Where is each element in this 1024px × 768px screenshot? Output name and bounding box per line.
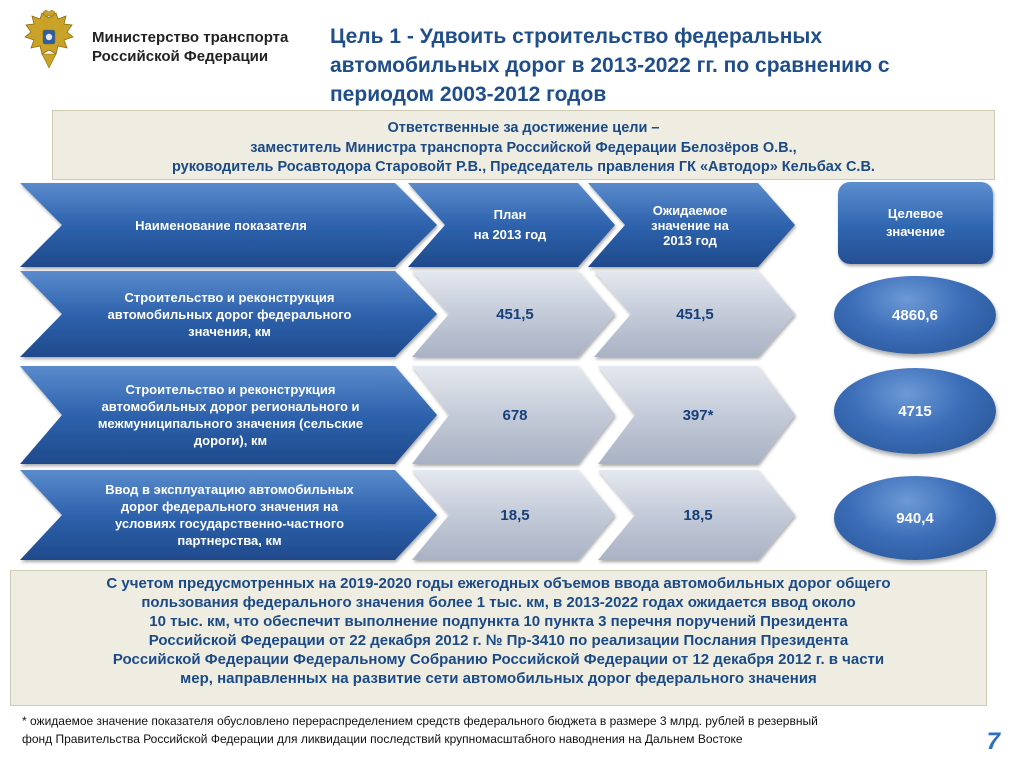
row-name-line: Строительство и реконструкция <box>125 382 336 397</box>
row2-target-value: 4715 <box>898 402 932 420</box>
row3-plan-value: 18,5 <box>500 506 530 524</box>
summary-box <box>10 570 987 706</box>
row1-plan-value: 451,5 <box>496 305 534 323</box>
header-plan <box>440 183 580 267</box>
row-name-line: условиях государственно-частного <box>114 516 345 531</box>
row-name-line: дорог федерального значения на <box>120 499 339 514</box>
row3-target-oval <box>834 476 996 560</box>
responsible-line: руководитель Росавтодора Старовойт Р.В., Председатель правления ГК «Автодор» Кельбах С.В. <box>172 159 875 175</box>
responsible-line: Ответственные за достижение цели – <box>387 120 660 136</box>
row2-expected <box>628 366 768 464</box>
header-expected <box>620 183 760 267</box>
row2-target-oval <box>834 368 996 454</box>
header-target <box>838 182 993 264</box>
ministry-line: Российской Федерации <box>92 48 269 65</box>
row1-plan <box>445 271 585 357</box>
row1-target-oval <box>834 276 996 354</box>
header-target-label: Целевое <box>887 206 944 221</box>
title-line: автомобильных дорог в 2013-2022 гг. по сравнению с <box>330 54 890 77</box>
row1-name <box>62 271 397 357</box>
row-name-line: партнерства, км <box>177 533 282 548</box>
row-name-line: значения, км <box>188 323 271 339</box>
header-target-label: значение <box>885 224 946 239</box>
summary-line: мер, направленных на развитие сети автомобильных дорог федерального значения <box>180 670 817 687</box>
row3-name <box>62 470 397 560</box>
row1-target-value: 4860,6 <box>892 306 938 324</box>
summary-line: Российской Федерации Федеральному Собранию Российской Федерации от 12 декабря 2012 г. в части <box>112 651 885 668</box>
row-name-line: автомобильных дорог федерального <box>107 306 352 322</box>
row2-plan-value: 678 <box>502 406 528 424</box>
row2-plan <box>445 366 585 464</box>
summary-line: пользования федерального значения более 1 тыс. км, в 2013-2022 годах ожидается ввод около <box>141 594 856 611</box>
title-line: периодом 2003-2012 годов <box>330 83 607 106</box>
header-indicator <box>62 183 380 267</box>
row3-plan <box>445 470 585 560</box>
title-line: Цель 1 - Удвоить строительство федеральных <box>330 25 823 48</box>
header-plan-label: План <box>493 207 527 222</box>
row2-expected-value: 397* <box>682 406 714 424</box>
row1-expected <box>625 271 765 357</box>
footnote-line: фонд Правительства Российской Федерации для ликвидации последствий крупномасштабного наводнения на Дальнем Востоке <box>22 732 743 746</box>
responsible-line: заместитель Министра транспорта Российской Федерации Белозёров О.В., <box>250 139 797 156</box>
summary-line: С учетом предусмотренных на 2019-2020 годы ежегодных объемов ввода автомобильных дорог общего <box>106 575 891 592</box>
row3-expected-value: 18,5 <box>683 506 713 524</box>
row3-target-value: 940,4 <box>896 509 934 527</box>
ministry-line: Министерство транспорта <box>92 29 289 46</box>
header-expected-label: Ожидаемое <box>652 202 728 218</box>
summary-line: 10 тыс. км, что обеспечит выполнение подпункта 10 пункта 3 перечня поручений Президента <box>149 613 848 630</box>
row-name-line: межмуниципального значения (сельские <box>97 416 364 431</box>
row2-name <box>58 366 403 464</box>
footnote <box>22 712 972 748</box>
row-name-line: автомобильных дорог регионального и <box>101 399 360 414</box>
row1-expected-value: 451,5 <box>676 305 714 323</box>
header-plan-label: на 2013 год <box>473 227 547 242</box>
row-name-line: Ввод в эксплуатацию автомобильных <box>105 482 354 497</box>
footnote-line: * ожидаемое значение показателя обусловлено перераспределением средств федерального бюджета в размере 3 млрд. рублей в резервный <box>22 714 818 728</box>
page-number: 7 <box>986 728 1000 755</box>
header-expected-label: 2013 год <box>663 232 717 248</box>
row-name-line: Строительство и реконструкция <box>124 289 335 305</box>
header-expected-label: значение на <box>651 217 729 233</box>
row3-expected <box>628 470 768 560</box>
row-name-line: дороги), км <box>193 433 268 448</box>
summary-line: Российской Федерации от 22 декабря 2012 г. № Пр-3410 по реализации Послания Президента <box>148 632 849 649</box>
header-indicator-label: Наименование показателя <box>135 217 307 233</box>
